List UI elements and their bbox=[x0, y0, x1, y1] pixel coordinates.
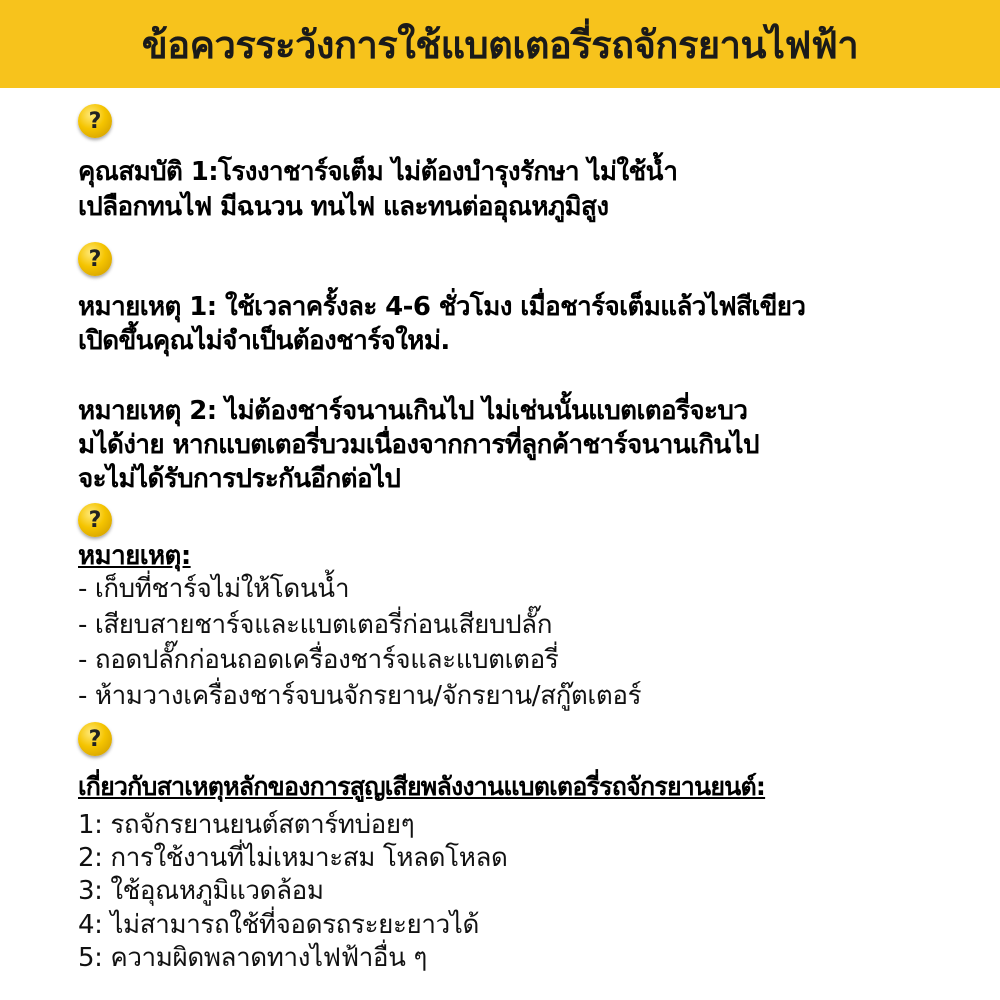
question-mark-icon: ? bbox=[78, 242, 112, 276]
feature-line-1: คุณสมบัติ 1:โรงงาชาร์จเต็ม ไม่ต้องบำรุงรักษา ไม่ใช้น้ำ bbox=[78, 157, 678, 187]
causes-item-2: 2: การใช้งานที่ไม่เหมาะสม โหลดโหลด bbox=[78, 843, 508, 873]
notes-item-2: - เสียบสายชาร์จและแบตเตอรี่ก่อนเสียบปลั๊ก bbox=[78, 610, 553, 640]
question-mark-icon: ? bbox=[78, 104, 112, 138]
causes-item-3: 3: ใช้อุณหภูมิแวดล้อม bbox=[78, 876, 324, 906]
note2-line-1: หมายเหตุ 2: ไม่ต้องชาร์จนานเกินไป ไม่เช่นนั้นแบตเตอรี่จะบว bbox=[78, 396, 748, 426]
causes-item-5: 5: ความผิดพลาดทางไฟฟ้าอื่น ๆ bbox=[78, 943, 427, 973]
causes-item-4: 4: ไม่สามารถใช้ที่จอดรถระยะยาวได้ bbox=[78, 910, 479, 940]
causes-heading: เกี่ยวกับสาเหตุหลักของการสูญเสียพลังงานแบตเตอรี่รถจักรยานยนต์: bbox=[78, 772, 766, 801]
feature-line-2: เปลือกทนไฟ มีฉนวน ทนไฟ และทนต่ออุณหภูมิสูง bbox=[78, 192, 609, 222]
causes-item-1: 1: รถจักรยานยนต์สตาร์ทบ่อยๆ bbox=[78, 810, 415, 840]
note2-line-2: มได้ง่าย หากแบตเตอรี่บวมเนื่องจากการที่ลูกค้าชาร์จนานเกินไป bbox=[78, 430, 759, 460]
notes-heading: หมายเหตุ: bbox=[78, 541, 191, 571]
note1-line-2: เปิดขึ้นคุณไม่จำเป็นต้องชาร์จใหม่. bbox=[78, 326, 450, 356]
notes-item-3: - ถอดปลั๊กก่อนถอดเครื่องชาร์จและแบตเตอรี่ bbox=[78, 645, 559, 675]
notes-item-4: - ห้ามวางเครื่องชาร์จบนจักรยาน/จักรยาน/สกู๊ตเตอร์ bbox=[78, 681, 642, 711]
notes-item-1: - เก็บที่ชาร์จไม่ให้โดนน้ำ bbox=[78, 574, 350, 604]
question-mark-icon: ? bbox=[78, 503, 112, 537]
question-mark-icon: ? bbox=[78, 722, 112, 756]
title-banner bbox=[0, 0, 1000, 88]
note2-line-3: จะไม่ได้รับการประกันอีกต่อไป bbox=[78, 464, 401, 494]
banner-title: ข้อควรระวังการใช้แบตเตอรี่รถจักรยานไฟฟ้า bbox=[141, 22, 859, 67]
note1-line-1: หมายเหตุ 1: ใช้เวลาครั้งละ 4-6 ชั่วโมง เมื่อชาร์จเต็มแล้วไฟสีเขียว bbox=[78, 292, 806, 322]
